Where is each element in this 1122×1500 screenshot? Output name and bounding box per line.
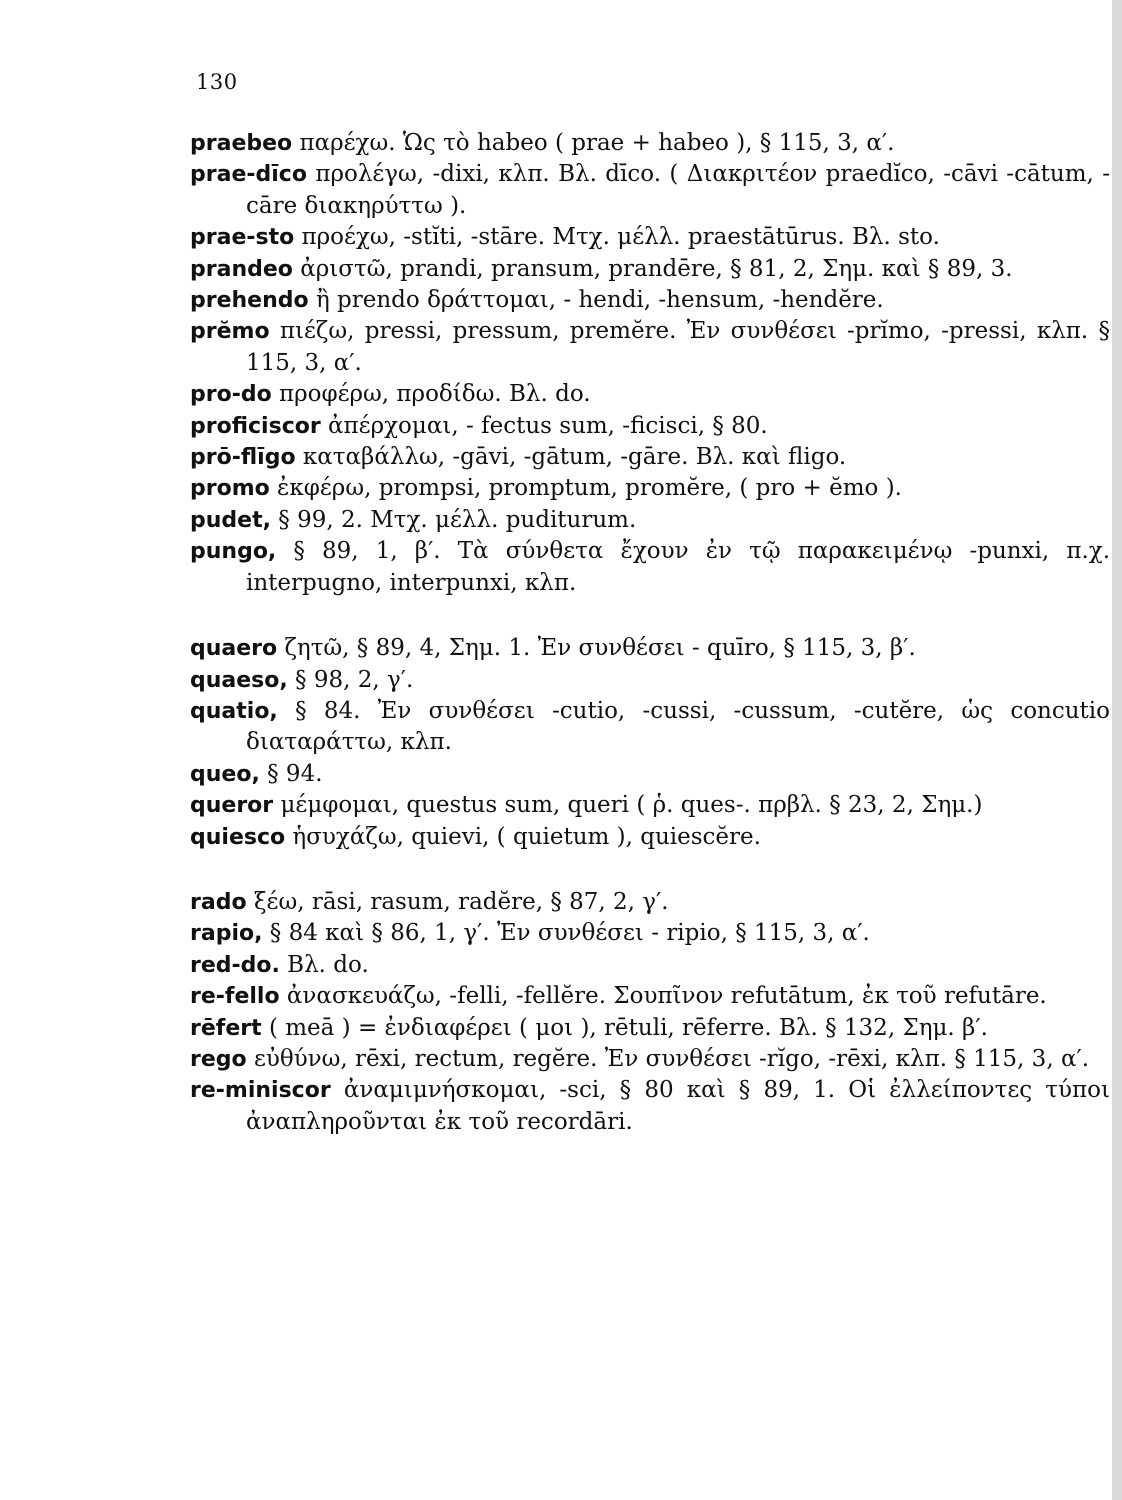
entry-lemma: pudet, [190,507,271,533]
entry-text: ἐκφέρω, prompsi, promptum, promĕre, ( pro + ĕmo ). [269,475,902,502]
entry-lemma: pungo, [190,539,277,565]
entry [190,505,1110,536]
entry-lemma: rēfert [190,1015,262,1041]
entry [190,665,1110,696]
entry-lemma: quaeso, [190,667,288,693]
page-number: 130 [196,70,238,94]
entry-lemma: prō-flīgo [190,445,296,471]
entry [190,442,1110,473]
entry [190,790,1110,821]
entry-text: § 99, 2. Μτχ. μέλλ. puditurum. [270,506,637,533]
entry-text: ἀναμιμνήσκομαι, -sci, § 80 καὶ § 89, 1. Οἱ ἐλλείποντες τύποι ἀναπληροῦνται ἐκ τοῦ recordāri. [246,1077,1110,1135]
entry-lemma: queo, [190,761,260,787]
section-gap [190,853,1110,887]
entry-lemma: promo [190,476,270,502]
entry [190,254,1110,285]
entry-text: προέχω, -stĭti, -stāre. Μτχ. μέλλ. praestātūrus. Βλ. sto. [294,224,940,251]
entry-text: εὐθύνω, rēxi, rectum, regĕre. Ἐν συνθέσει -rĭgo, -rēxi, κλπ. § 115, 3, α′. [246,1045,1090,1072]
entry-text: ( meā ) = ἐνδιαφέρει ( μοι ), rētuli, rēferre. Βλ. § 132, Σημ. β′. [261,1014,988,1041]
entries-container [190,128,1110,1138]
entry-lemma: pro-do [190,382,272,408]
entry-lemma: prĕmo [190,319,270,345]
entry [190,981,1110,1012]
entry [190,822,1110,853]
entry [190,633,1110,664]
entry-lemma: quiesco [190,824,286,850]
entry-text: ζητῶ, § 89, 4, Σημ. 1. Ἐν συνθέσει - quīro, § 115, 3, β′. [277,635,916,662]
entry [190,285,1110,316]
section-r [190,887,1110,1138]
entry-lemma: re-fello [190,984,280,1010]
entry-text: § 94. [259,760,323,787]
entry-text: μέμφομαι, questus sum, queri ( ῥ. ques-. πρβλ. § 23, 2, Σημ.) [273,792,983,819]
entry-text: § 89, 1, β′. Τὰ σύνθετα ἔχουν ἐν τῷ παρακειμένῳ -punxi, π.χ. interpugno, interpunxi, κλπ. [246,538,1110,596]
entry-text: προλέγω, -dixi, κλπ. Βλ. dīco. ( Διακριτέον praedĭco, -cāvi -cātum, -cāre διακηρύττω ). [246,161,1110,219]
entry-text: καταβάλλω, -gāvi, -gātum, -gāre. Βλ. καὶ fligo. [295,444,847,471]
entry [190,536,1110,599]
entry-lemma: prehendo [190,288,309,314]
entry-text: ἢ prendo δράττομαι, - hendi, -hensum, -hendĕre. [308,287,884,314]
section-gap [190,599,1110,633]
entry-lemma: prandeo [190,256,293,282]
entry-text: ξέω, rāsi, rasum, radĕre, § 87, 2, γ′. [246,888,669,915]
entry [190,1013,1110,1044]
section-q [190,633,1110,853]
entry-text: ἀνασκευάζω, -felli, -fellĕre. Σουπῖνον refutātum, ἐκ τοῦ refutāre. [279,983,1047,1010]
entry-text: § 84. Ἐν συνθέσει -cutio, -cussi, -cussum, -cutĕre, ὡς concutio διαταράττω, κλπ. [246,697,1110,756]
entry-lemma: prae-dīco [190,162,307,188]
entry [190,696,1110,759]
entry [190,222,1110,253]
entry-text: ἀριστῶ, prandi, pransum, prandēre, § 81, 2, Σημ. καὶ § 89, 3. [292,255,1013,282]
page-edge-shadow [1112,0,1122,1500]
entry-text: πιέζω, pressi, pressum, premĕre. Ἐν συνθέσει -prĭmo, -pressi, κλπ. § 115, 3, α′. [246,318,1110,376]
entry [190,1044,1110,1075]
entry-lemma: queror [190,793,274,819]
entry-lemma: praebeo [190,131,293,156]
entry-text: προφέρω, προδίδω. Βλ. do. [271,381,591,408]
entry-text: § 84 καὶ § 86, 1, γ′. Ἐν συνθέσει - ripio, § 115, 3, α′. [262,920,870,947]
entry-lemma: rado [190,889,247,915]
entry [190,950,1110,981]
entry [190,918,1110,949]
entry-lemma: prae-sto [190,225,295,251]
entry-lemma: quaero [190,636,278,662]
entry [190,1075,1110,1138]
entry-lemma: rego [190,1046,247,1072]
section-p [190,128,1110,599]
entry-lemma: proficiscor [190,413,321,439]
entry-lemma: quatio, [190,698,278,724]
entry-lemma: rapio, [190,921,263,947]
entry-lemma: red-do. [190,952,280,978]
entry [190,887,1110,918]
entry [190,316,1110,379]
entry-lemma: re-miniscor [190,1078,331,1104]
entry-text: παρέχω. Ὡς τὸ habeo ( prae + habeo ), § 115, 3, α′. [292,130,895,156]
entry [190,473,1110,504]
entry-text: ἡσυχάζω, quievi, ( quietum ), quiescĕre. [285,823,761,850]
entry [190,128,1110,159]
entry [190,411,1110,442]
entry [190,159,1110,222]
entry-text: Βλ. do. [279,951,369,978]
entry-text: § 98, 2, γ′. [287,666,414,693]
entry [190,759,1110,790]
entry [190,379,1110,410]
entry-text: ἀπέρχομαι, - fectus sum, -ficisci, § 80. [320,412,768,439]
